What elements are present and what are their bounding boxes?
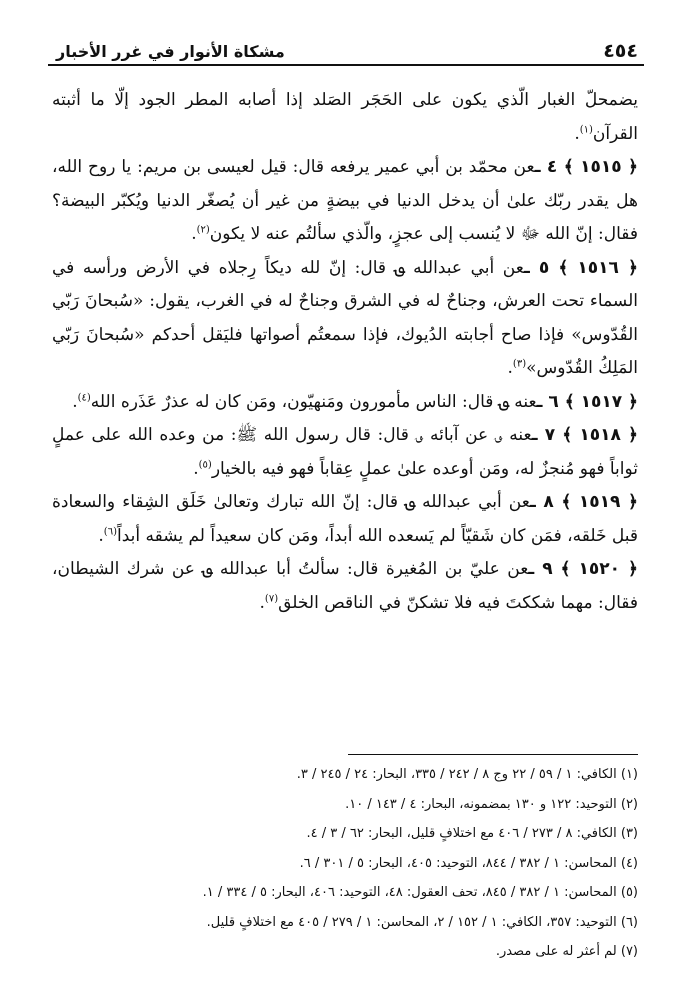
footnote-item: (٤) المحاسن: ١ / ٣٨٢ / ٨٤٤، التوحيد: ٤٠٥، البحار: ٥ / ٣٠١ / ٦.	[299, 855, 638, 871]
hadith-tail: .	[72, 391, 78, 412]
hadith-paragraph	[52, 419, 638, 486]
hadith-paragraph	[52, 84, 638, 151]
hadith-number: ﴿ ١٥١٨ ﴾ ٧ ـ	[531, 425, 638, 445]
header-divider	[48, 64, 644, 66]
footnote-marker: (٦)	[103, 525, 117, 537]
hadith-text: عنه ؈ قال: الناس مأمورون ومَنهيّون، ومَن كان له عذرٌ عَذَره الله	[90, 391, 537, 412]
hadith-tail: .	[98, 525, 104, 546]
footnote-marker: (٣)	[512, 358, 527, 370]
footnote-divider	[348, 754, 638, 755]
hadith-text: عن محمّد بن أبي عمير يرفعه قال: قيل لعيسى بن مريم: يا روح الله، هل يقدر ربّك علىٰ أن يدخل الدنيا في بيضةٍ من غير أن يُصغّر الدنيا ويُكبّر البيضة؟ فقال: إنّ الله ﷻ لا يُنسب إلى عجزٍ، والّذي سألتُم عنه لا يكون	[52, 157, 638, 244]
hadith-text: عنه ؈ عن آبائه ؈ قال: قال رسول الله ﷺ: من وعده الله على عملٍ ثواباً فهو مُنجزٌ له، ومَن أوعده علىٰ عملٍ عِقاباً فهو فيه بالخيار	[52, 425, 638, 479]
footnote-list	[52, 760, 638, 967]
hadith-paragraph	[52, 486, 638, 553]
hadith-number: ﴿ ١٥٢٠ ﴾ ٩ ـ	[528, 559, 638, 579]
hadith-tail: .	[574, 123, 580, 144]
footnote-marker: (١)	[579, 123, 593, 135]
hadith-text: يضمحلّ الغبار الّذي يكون على الحَجَر الصَلد إذا أصابه المطر الجود إلّا ما أثبته القرآن	[52, 90, 638, 144]
hadith-tail: .	[507, 358, 513, 378]
main-text	[52, 84, 638, 620]
footnote-marker: (٥)	[198, 458, 212, 470]
footnote-item: (٥) المحاسن: ١ / ٣٨٢ / ٨٤٥، تحف العقول: ٤٨، التوحيد: ٤٠٦، البحار: ٥ / ٣٣٤ / ١.	[202, 885, 638, 900]
hadith-number: ﴿ ١٥١٦ ﴾ ٥ ـ	[523, 257, 638, 278]
footnote-item: (٧) لم أعثر له على مصدر.	[495, 944, 638, 959]
hadith-number: ﴿ ١٥١٧ ﴾ ٦ ـ	[536, 391, 638, 412]
footnote-item: (٦) التوحيد: ٣٥٧، الكافي: ١ / ١٥٢ / ٢، المحاسن: ١ / ٢٧٩ / ٤٠٥ مع اختلافٍ قليل.	[206, 914, 638, 930]
hadith-number: ﴿ ١٥١٩ ﴾ ٨ ـ	[529, 492, 638, 512]
hadith-text: عن أبي عبدالله ؈ قال: إنّ لله ديكاً رِجلاه في الأرض ورأسه في السماء تحت العرش، وجناحٌ له في الشرق وجناحٌ له في الغرب، يقول: «سُبحانَ رَبّي القُدّوس» فإذا صاح أجابته الدُيوك، فإذا سمعتُم أصواتها فليَقل أحدكم «سُبحانَ رَبّي المَلِكُ القُدّوس»	[52, 257, 638, 378]
page-number: ٤٥٤	[603, 40, 638, 62]
footnote-item: (١) الكافي: ١ / ٥٩ / ٢٢ وج ٨ / ٢٤٢ / ٣٣٥، البحار: ٢٤ / ٢٤٥ / ٣.	[296, 767, 638, 782]
running-title: مشكاة الأنوار في غرر الأخبار	[56, 42, 285, 61]
hadith-number: ﴿ ١٥١٥ ﴾ ٤ ـ	[534, 157, 638, 177]
hadith-paragraph	[52, 553, 638, 620]
hadith-tail: .	[193, 458, 199, 479]
footnote-item: (٣) الكافي: ٨ / ٢٧٣ / ٤٠٦ مع اختلافٍ قليل، البحار: ٦٢ / ٣ / ٤.	[306, 826, 638, 841]
footnote-marker: (٢)	[196, 224, 210, 236]
footnote-marker: (٤)	[77, 391, 91, 403]
page-header	[48, 38, 644, 72]
footnote-marker: (٧)	[264, 592, 279, 604]
hadith-tail: .	[259, 592, 265, 613]
hadith-paragraph	[52, 386, 638, 420]
hadith-paragraph	[52, 151, 638, 252]
hadith-tail: .	[191, 224, 197, 244]
hadith-text: عن أبي عبدالله ؈ قال: إنّ الله تبارك وتعالىٰ خَلَق الشِقاء والسعادة قبل خَلقه، فمَن كان شَقيّاً لم يَسعده الله أبداً، ومَن كان سعيداً لم يشقه أبداً	[52, 492, 638, 546]
footnote-item: (٢) التوحيد: ١٢٢ و ١٣٠ بمضمونه، البحار: ٤ / ١٤٣ / ١٠.	[345, 796, 638, 812]
hadith-paragraph	[52, 252, 638, 386]
hadith-text: عن عليّ بن المُغيرة قال: سألتُ أبا عبدالله ؈ عن شرك الشيطان، فقال: مهما شككتَ فيه فلا تشكنّ في الناقص الخلق	[52, 559, 638, 613]
